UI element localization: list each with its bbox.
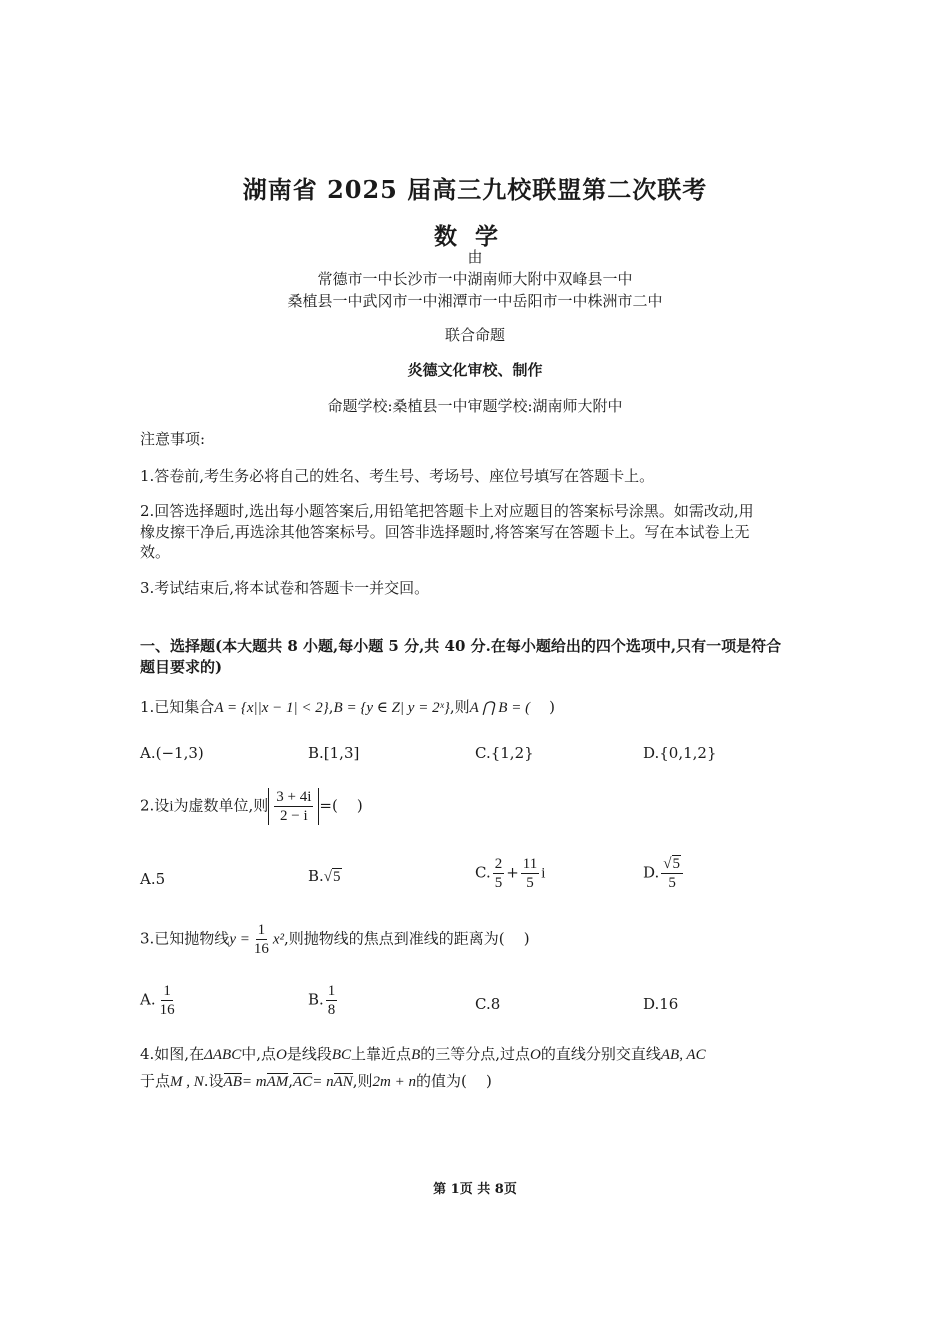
q1-option-a: A.(−1,3) (140, 744, 204, 762)
q2-denominator: 2 − i (280, 808, 308, 824)
q4-point-b: B (411, 1047, 421, 1063)
q4-text-2: 中,点 (241, 1045, 277, 1063)
q4-text-5: 的三等分点,过点 (420, 1045, 531, 1063)
page-number: 第 1页 共 8页 (433, 1182, 517, 1197)
q4-expression: 2m + n (372, 1074, 417, 1090)
q2-option-a: A.5 (140, 870, 166, 888)
question-4-line-1 (140, 1044, 820, 1065)
subject-title: 数学 (434, 223, 516, 250)
q2-prefix: 2.设 (140, 796, 170, 815)
q3-option-a-num: 1 (163, 983, 171, 999)
q3-blank: ) (504, 929, 530, 948)
q3-denominator: 16 (253, 941, 269, 957)
q3-lhs: y = (229, 931, 250, 948)
q2-option-d-den: 5 (668, 875, 676, 891)
q3-option-a (140, 982, 179, 1019)
q2-option-c (475, 855, 545, 892)
q3-option-d: D.16 (643, 995, 679, 1013)
q4-vector-ab: AB (223, 1074, 242, 1090)
q2-option-c-i: i (541, 865, 546, 882)
q4-line2-text-4: 的值为( (416, 1072, 467, 1090)
notice-heading: 注意事项: (140, 430, 206, 448)
q4-text-6: 的直线分别交直线 (540, 1045, 661, 1063)
q3-option-a-den: 16 (159, 1002, 175, 1018)
q4-text-1: 4.如图,在 (140, 1045, 205, 1063)
q4-line2-text-3: ,则 (352, 1072, 373, 1090)
q4-vector-am: AM (266, 1074, 289, 1090)
q1-prefix: 1.已知集合 (140, 698, 215, 716)
question-2 (140, 788, 810, 825)
q3-option-b-den: 8 (327, 1002, 336, 1018)
q2-option-c-den-1: 5 (494, 875, 503, 891)
q4-triangle: ΔABC (204, 1047, 242, 1063)
notice-item-1: 1.答卷前,考生务必将自己的姓名、考生号、考场号、座位号填写在答题卡上。 (140, 467, 655, 485)
q2-option-b-radicand: 5 (333, 869, 341, 885)
q2-numerator: 3 + 4i (276, 789, 312, 805)
q3-numerator: 1 (257, 922, 266, 938)
q4-eq-2: = n (312, 1074, 334, 1090)
q2-option-c-plus: + (506, 863, 519, 882)
schools-info: 命题学校:桑植县一中审题学校:湖南师大附中 (327, 397, 623, 415)
q4-blank: ) (466, 1072, 492, 1090)
q1-ask: ,则 (449, 698, 470, 716)
q4-text-4: 上靠近点 (351, 1045, 412, 1063)
q2-option-d-radicand: 5 (672, 856, 680, 872)
q3-option-b-label: B. (308, 990, 324, 1009)
q2-option-b-label: B. (308, 867, 324, 885)
q2-option-d-label: D. (643, 863, 660, 882)
q3-var: x² (272, 931, 284, 948)
q3-option-c: C.8 (475, 995, 501, 1013)
q3-tail: ,则抛物线的焦点到准线的距离为( (284, 929, 505, 948)
notice-item-2-line-1: 2.回答选择题时,选出每小题答案后,用铅笔把答题卡上对应题目的答案标号涂黑。如需改动,用 (140, 502, 754, 520)
q2-option-c-label: C. (475, 863, 491, 882)
notice-item-3: 3.考试结束后,将本试卷和答题卡一并交回。 (140, 579, 430, 597)
q4-line2-text-1: 于点 (140, 1072, 171, 1090)
section-heading-line-1: 一、选择题(本大题共 8 小题,每小题 5 分,共 40 分.在每小题给出的四个选项中,只有一项是符合 (140, 637, 782, 655)
q4-lines: AB, AC (660, 1047, 706, 1063)
q4-text-3: 是线段 (286, 1045, 332, 1063)
producer-label: 炎德文化审校、制作 (407, 361, 543, 379)
joint-label: 联合命题 (444, 326, 505, 344)
schools-line-1: 常德市一中长沙市一中湖南师大附中双峰县一中 (317, 270, 633, 288)
q4-point-o-2: O (530, 1047, 541, 1063)
q2-option-c-num-2: 11 (522, 856, 538, 872)
q1-set-b: B = {y ∈ Z| y = 2ˣ} (333, 700, 450, 716)
q4-vector-ac: AC (293, 1074, 313, 1090)
q1-option-d: D.{0,1,2} (643, 744, 717, 762)
q3-option-a-label: A. (140, 990, 156, 1009)
q1-option-b: B.[1,3] (308, 744, 360, 762)
q4-line2-text-2: .设 (203, 1072, 224, 1090)
q2-tail: =( (319, 796, 338, 815)
q2-option-c-num-1: 2 (494, 856, 503, 872)
q2-blank: ) (337, 796, 363, 815)
q1-sep: , (328, 698, 334, 716)
q2-option-b: B.√5 (308, 867, 341, 885)
q4-point-o: O (276, 1047, 287, 1063)
q4-eq-1: = m (241, 1074, 267, 1090)
notice-item-2-line-3: 效。 (140, 543, 171, 561)
q3-option-b (308, 982, 339, 1019)
q1-set-a: A = {x||x − 1| < 2} (214, 700, 329, 716)
q2-i: i (169, 798, 174, 815)
question-1 (140, 697, 810, 718)
q4-points-mn: M , N (170, 1074, 204, 1090)
q3-prefix: 3.已知抛物线 (140, 929, 230, 948)
q2-abs-expr (268, 788, 319, 825)
section-heading-line-2: 题目要求的) (140, 658, 223, 676)
q2-option-c-den-2: 5 (526, 875, 534, 891)
q4-comma: , (288, 1072, 294, 1090)
question-3 (140, 921, 810, 958)
schools-line-2: 桑植县一中武冈市一中湘潭市一中岳阳市一中株洲市二中 (287, 292, 663, 310)
q3-option-b-num: 1 (327, 983, 336, 999)
q2-option-d: D. $\frac{√5}{5}$ (643, 855, 685, 892)
by-label: 由 (467, 248, 483, 266)
q4-vector-an: AN (333, 1074, 353, 1090)
q2-mid: 为虚数单位,则 (173, 796, 269, 815)
exam-title: 湖南省 2025 届高三九校联盟第二次联考 (242, 175, 708, 204)
q1-expr: A ⋂ B = ( (469, 700, 531, 716)
q1-blank: ) (530, 698, 556, 716)
notice-item-2-line-2: 橡皮擦干净后,再选涂其他答案标号。回答非选择题时,将答案写在答题卡上。写在本试卷上无 (140, 523, 750, 541)
q4-segment-bc: BC (331, 1047, 352, 1063)
question-4-line-2 (140, 1071, 810, 1092)
q1-option-c: C.{1,2} (475, 744, 534, 762)
